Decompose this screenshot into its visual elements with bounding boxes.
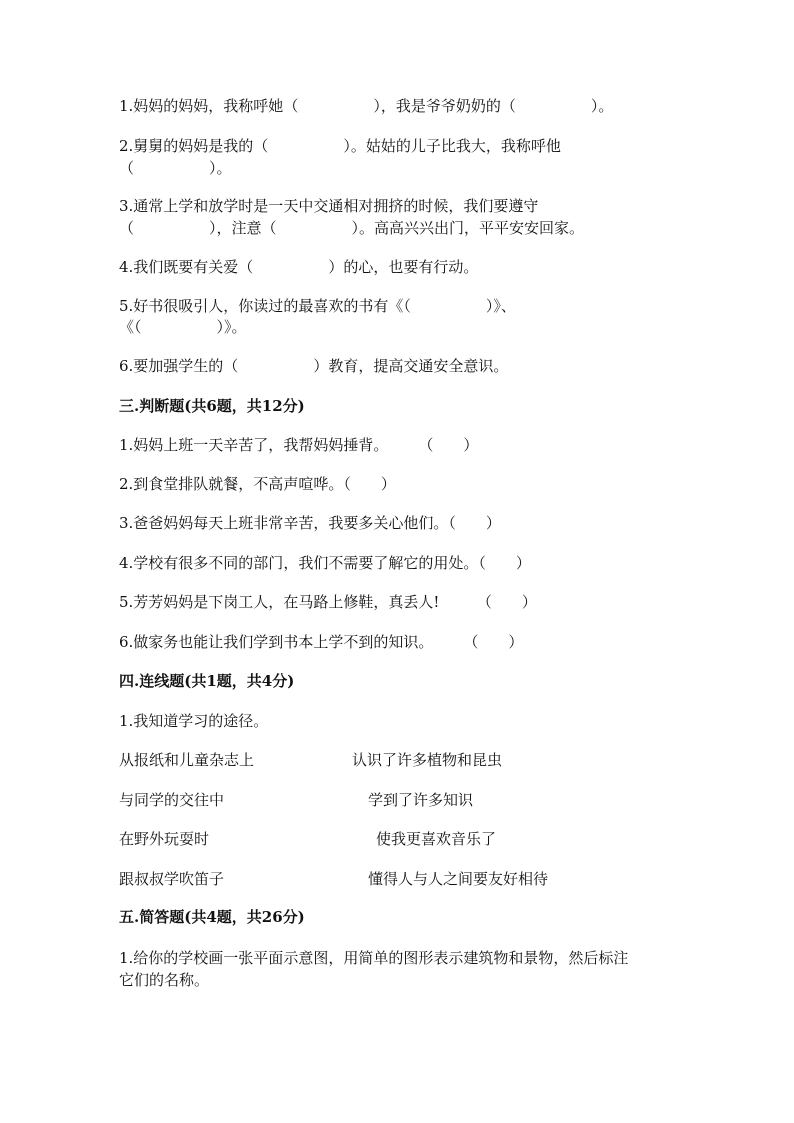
- match-left-4: 跟叔叔学吹笛子: [119, 870, 225, 888]
- judge-q3: 3.爸爸妈妈每天上班非常辛苦，我要多关心他们。（ ）: [119, 514, 501, 532]
- fill-blank-q5-line1: 5.好书很吸引人，你读过的最喜欢的书有《（ ）》、: [119, 297, 516, 315]
- match-right-4: 懂得人与人之间要友好相待: [368, 870, 549, 888]
- fill-blank-q2-line1: 2.舅舅的妈妈是我的（ ）。姑姑的儿子比我大，我称呼他: [119, 137, 561, 155]
- match-left-1: 从报纸和儿童杂志上: [119, 751, 255, 769]
- match-right-2: 学到了许多知识: [368, 791, 474, 809]
- judge-q6: 6.做家务也能让我们学到书本上学不到的知识。 （ ）: [119, 633, 524, 651]
- judge-q1: 1.妈妈上班一天辛苦了，我帮妈妈捶背。 （ ）: [119, 436, 479, 454]
- judge-q5: 5.芳芳妈妈是下岗工人，在马路上修鞋，真丢人! （ ）: [119, 593, 537, 611]
- match-left-3: 在野外玩耍时: [119, 830, 210, 848]
- fill-blank-q1: 1.妈妈的妈妈，我称呼她（ ），我是爷爷奶奶的（ ）。: [119, 97, 614, 115]
- match-question: 1.我知道学习的途径。: [119, 712, 269, 730]
- section3-title: 三.判断题(共6题，共12分): [119, 397, 305, 415]
- match-right-3: 使我更喜欢音乐了: [376, 830, 497, 848]
- fill-blank-q3-line1: 3.通常上学和放学时是一天中交通相对拥挤的时候，我们要遵守: [119, 197, 539, 215]
- short-answer-q1-line1: 1.给你的学校画一张平面示意图，用简单的图形表示建筑物和景物，然后标注: [119, 949, 629, 967]
- section5-title: 五.简答题(共4题，共26分): [119, 908, 305, 926]
- fill-blank-q6: 6.要加强学生的（ ）教育，提高交通安全意识。: [119, 357, 509, 375]
- fill-blank-q5-line2: 《（ ）》。: [119, 318, 247, 336]
- judge-q4: 4.学校有很多不同的部门，我们不需要了解它的用处。（ ）: [119, 554, 531, 572]
- short-answer-q1-line2: 它们的名称。: [119, 971, 210, 989]
- judge-q2: 2.到食堂排队就餐，不高声喧哗。（ ）: [119, 475, 396, 493]
- fill-blank-q4: 4.我们既要有关爱（ ）的心，也要有行动。: [119, 258, 479, 276]
- fill-blank-q3-line2: （ ），注意（ ）。高高兴兴出门，平平安安回家。: [119, 219, 585, 237]
- match-left-2: 与同学的交往中: [119, 791, 225, 809]
- match-right-1: 认识了许多植物和昆虫: [352, 751, 503, 769]
- fill-blank-q2-line2: （ ）。: [119, 159, 232, 177]
- section4-title: 四.连线题(共1题，共4分): [119, 672, 295, 690]
